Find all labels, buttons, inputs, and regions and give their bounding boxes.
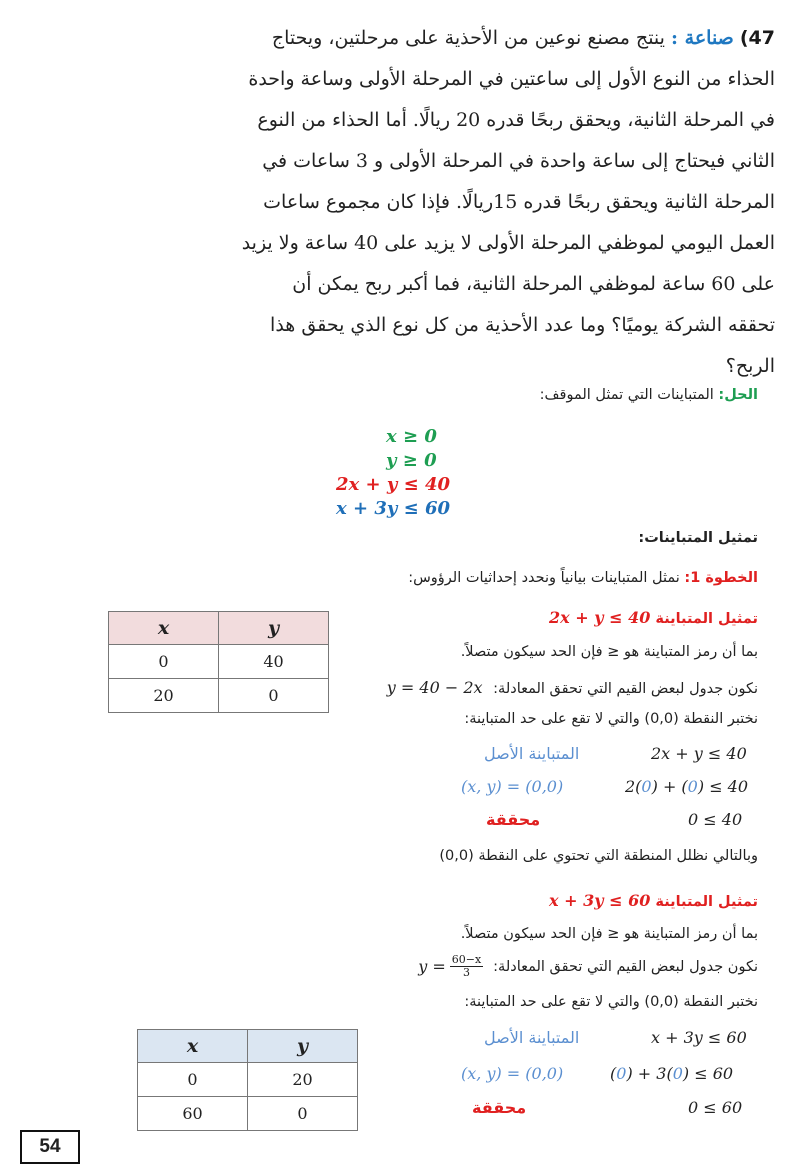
part1-shade-text: وبالتالي نظلل المنطقة التي تحتوي على النقطة (0,0) <box>439 848 758 864</box>
table2-cell: 20 <box>248 1063 358 1097</box>
part1-result: 0 ≤ 40 <box>688 810 743 829</box>
sub-zero: 0 <box>641 777 652 796</box>
part1-original-label: المتباينة الأصل <box>484 744 580 763</box>
sub-part: ) + ( <box>651 777 688 796</box>
part2-heading-math: x + 3y ≤ 60 <box>549 891 651 910</box>
inequality-y-nonneg: y ≥ 0 <box>386 450 437 471</box>
table1-cell: 0 <box>219 679 329 713</box>
part2-test-text: نختبر النقطة (0,0) والتي لا تقع على حد المتباينة: <box>464 994 758 1010</box>
part2-table-text: نكون جدول لبعض القيم التي تحقق المعادلة: <box>493 958 758 975</box>
part2-equation-fraction <box>450 954 483 979</box>
part1-original-math: 2x + y ≤ 40 <box>651 744 747 763</box>
part1-test-text: نختبر النقطة (0,0) والتي لا تقع على حد المتباينة: <box>464 711 758 727</box>
part1-heading-math: 2x + y ≤ 40 <box>549 608 651 627</box>
solution-label: الحل: <box>718 387 758 403</box>
problem-statement <box>240 18 775 387</box>
part2-heading-text: تمثيل المتباينة <box>655 894 758 910</box>
part2-table-line <box>418 954 758 979</box>
part2-heading <box>549 891 758 910</box>
table1-cell: 40 <box>219 645 329 679</box>
table2-header-y: y <box>248 1030 358 1063</box>
part2-point-label: (x, y) = (0,0) <box>461 1064 564 1083</box>
sub-zero: 0 <box>616 1064 627 1083</box>
step-label: الخطوة 1: <box>684 570 758 586</box>
fraction-denominator: 3 <box>462 966 470 979</box>
inequality-stage-one: 2x + y ≤ 40 <box>336 474 450 495</box>
table2-cell: 0 <box>248 1097 358 1131</box>
problem-number: 47) <box>739 27 775 49</box>
part1-verified: محققة <box>486 810 541 829</box>
table2-cell: 0 <box>138 1063 248 1097</box>
table1-cell: 0 <box>109 645 219 679</box>
problem-text: ينتج مصنع نوعين من الأحذية على مرحلتين، ويحتاج الحذاء من النوع الأول إلى ساعتين في المرحلة الأولى وساعة واحدة في المرحلة الثانية، ويحقق ربحًا قدره 20 ريالًا. أما الحذاء من النوع الثاني فيحتاج إلى ساعة واحدة في المرحلة الأولى و 3 ساعات في المرحلة الثانية ويحقق ربحًا قدره 15ريالًا. فإذا كان مجموع ساعات العمل اليومي لموظفي المرحلة الأولى لا يزيد على 40 ساعة ولا يزيد على 60 ساعة لموظفي المرحلة الثانية، فما أكبر ربح يمكن أن تحققه الشركة يوميًا؟ وما عدد الأحذية من كل نوع الذي يحقق هذا الربح؟ <box>241 27 775 377</box>
sub-zero: 0 <box>687 777 698 796</box>
page-number: 54 <box>20 1130 80 1164</box>
part1-substitution <box>625 777 748 796</box>
inequality-stage-two: x + 3y ≤ 60 <box>336 498 450 519</box>
part2-verified: محققة <box>472 1098 527 1117</box>
part2-substitution <box>610 1064 733 1083</box>
inequality-x-nonneg: x ≥ 0 <box>386 426 437 447</box>
values-table-2 <box>137 1029 358 1131</box>
sub-part: ( <box>610 1064 617 1083</box>
solution-intro <box>540 387 758 403</box>
table1-header-y: y <box>219 612 329 645</box>
table2-cell: 60 <box>138 1097 248 1131</box>
table1-cell: 20 <box>109 679 219 713</box>
sub-part: ) ≤ 40 <box>697 777 749 796</box>
part2-original-label: المتباينة الأصل <box>484 1028 580 1047</box>
sub-part: ) ≤ 60 <box>682 1064 734 1083</box>
part2-original-math: x + 3y ≤ 60 <box>651 1028 747 1047</box>
sub-part: 2( <box>625 777 642 796</box>
table2-header-x: x <box>138 1030 248 1063</box>
sub-zero: 0 <box>672 1064 683 1083</box>
part1-equation: y = 40 − 2x <box>386 678 483 697</box>
part1-table-text: نكون جدول لبعض القيم التي تحقق المعادلة: <box>493 681 758 697</box>
sub-part: ) + 3( <box>626 1064 673 1083</box>
part2-boundary-text: بما أن رمز المتباينة هو ≤ فإن الحد سيكون متصلاً. <box>460 926 758 942</box>
values-table-1 <box>108 611 329 713</box>
table1-header-x: x <box>109 612 219 645</box>
part1-table-line <box>387 678 758 697</box>
section-title: تمثيل المتباينات: <box>638 530 758 546</box>
solution-intro-text: المتباينات التي تمثل الموقف: <box>539 387 714 403</box>
part1-point-label: (x, y) = (0,0) <box>461 777 564 796</box>
step-one <box>408 570 758 586</box>
problem-keyword: صناعة : <box>671 27 734 49</box>
part1-heading <box>549 608 758 627</box>
part2-equation-lhs: y = <box>418 957 446 976</box>
part1-heading-text: تمثيل المتباينة <box>655 611 758 627</box>
part1-boundary-text: بما أن رمز المتباينة هو ≤ فإن الحد سيكون متصلاً. <box>460 644 758 660</box>
part2-result: 0 ≤ 60 <box>688 1098 743 1117</box>
step-text: نمثل المتباينات بيانياً ونحدد إحداثيات الرؤوس: <box>408 570 680 586</box>
fraction-numerator: 60−x <box>451 953 482 966</box>
